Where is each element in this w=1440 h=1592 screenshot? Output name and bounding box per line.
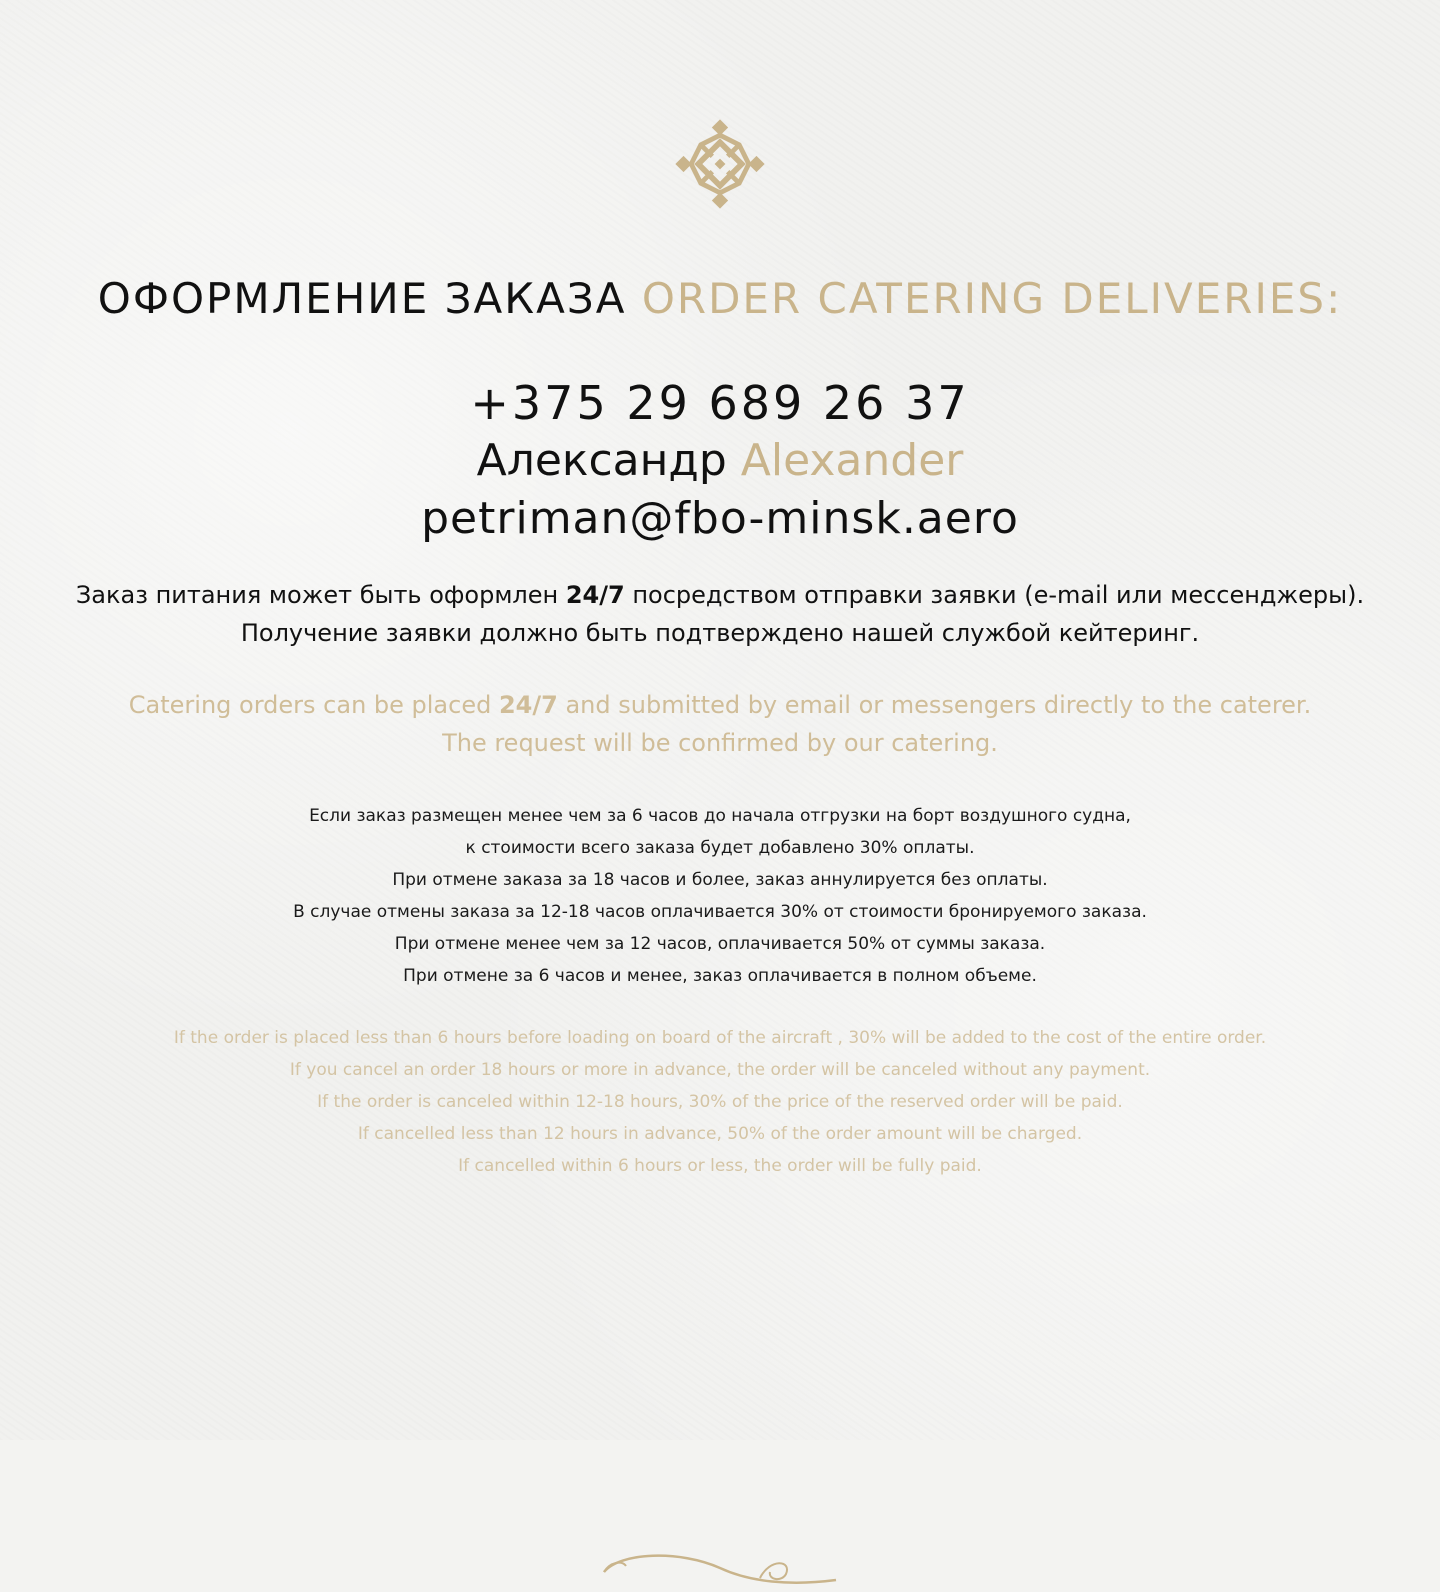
terms-en-line: If cancelled less than 12 hours in advance, 50% of the order amount will be charged. [357,1124,1083,1144]
ordering-info-en-line2: The request will be confirmed by our catering. [442,729,998,757]
terms-en-line: If you cancel an order 18 hours or more in advance, the order will be canceled without any payment. [289,1060,1151,1080]
terms-ru-line: При отмене заказа за 18 часов и более, заказ аннулируется без оплаты. [392,870,1048,890]
ornament-icon [672,116,768,212]
ordering-info-en-hours: 24/7 [498,691,558,719]
terms-ru-line: При отмене за 6 часов и менее, заказ оплачивается в полном объеме. [403,966,1037,986]
ordering-info-ru-text-after: посредством отправки заявки (e-mail или мессенджеры). [624,581,1365,609]
email-address: petriman@fbo-minsk.aero [421,493,1019,544]
terms-ru [0,800,1440,992]
ordering-info-en-text-after: and submitted by email or messengers directly to the caterer. [557,691,1312,719]
ordering-info-ru-text: Заказ питания может быть оформлен [75,581,566,609]
ordering-info-ru-line1 [0,576,1440,614]
title-ru: ОФОРМЛЕНИЕ ЗАКАЗА [97,274,627,323]
ordering-info-ru-line2: Получение заявки должно быть подтверждено нашей службой кейтеринг. [240,619,1200,647]
terms-ru-line: В случае отмены заказа за 12-18 часов оплачивается 30% от стоимости бронируемого заказа. [293,902,1147,922]
contact-name [0,430,1440,492]
phone-number: +375 29 689 26 37 [470,376,970,430]
contact-name-ru: Александр [476,435,727,486]
terms-ru-line: При отмене менее чем за 12 часов, оплачивается 50% от суммы заказа. [394,934,1046,954]
terms-ru-line: к стоимости всего заказа будет добавлено 30% оплаты. [465,838,975,858]
terms-en [0,1022,1440,1182]
title-en: ORDER CATERING DELIVERIES: [641,274,1343,323]
terms-en-line: If cancelled within 6 hours or less, the order will be fully paid. [458,1156,982,1176]
page-title [0,268,1440,330]
contact-name-en: Alexander [740,435,964,486]
ordering-info-en-line1 [0,686,1440,724]
ordering-info-ru [0,576,1440,652]
terms-en-line: If the order is canceled within 12-18 hours, 30% of the price of the reserved order will be paid. [317,1092,1123,1112]
terms-en-line: If the order is placed less than 6 hours before loading on board of the aircraft , 30% will be added to the cost of the entire order. [173,1028,1267,1048]
ordering-info-ru-hours: 24/7 [565,581,625,609]
flourish-icon [600,1542,840,1592]
terms-ru-line: Если заказ размещен менее чем за 6 часов до начала отгрузки на борт воздушного судна, [309,806,1131,826]
ordering-info-en [0,686,1440,762]
ordering-info-en-text: Catering orders can be placed [128,691,499,719]
